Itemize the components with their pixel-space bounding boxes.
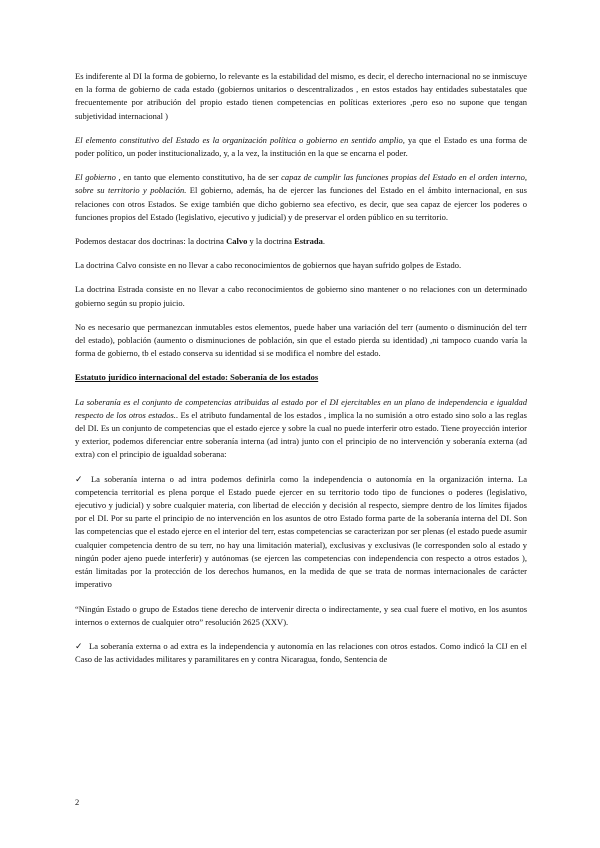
- paragraph-elemento-constitutivo: [75, 134, 527, 160]
- italic-definition: capaz de cumplir las funciones propias del Estado en el orden interno, sobre su territorio y población.: [75, 172, 527, 196]
- italic-definition: La soberanía es el conjunto de competencias atribuidas al estado por el DI ejercitables en un plano de independencia e igualdad respecto de los otros estados.: [75, 396, 527, 420]
- bold-term: Estrada: [294, 236, 323, 247]
- quote-resolucion: “Ningún Estado o grupo de Estados tiene derecho de intervenir directa o indirectamente, y sea cual fuere el motivo, en los asuntos internos o externos de cualquier otro” resolución 2625 (XXV).: [75, 603, 527, 627]
- paragraph-text: El gobierno, además, ha de ejercer las funciones del Estado en el ámbito internacional, en sus relaciones con otros Estados. Se exige también que dicho gobierno sea efectivo, es decir, que sea capaz de ejercer los poderes o funciones propios del Estado (legislativo, ejecutivo y judicial) y de preservar el orden público en su territorio.: [75, 185, 527, 222]
- paragraph-text: La soberanía externa o ad extra es la independencia y autonomía en las relaciones con otros estados. Como indicó la CIJ en el Caso de las actividades militares y paramilitares en y contra Nicaragua, fondo, Sentencia de: [75, 640, 528, 665]
- paragraph-text: y la doctrina: [247, 236, 295, 247]
- paragraph-text: .: [322, 236, 325, 247]
- paragraph-text: . Es el atributo fundamental de los estados , implica la no sumisión a otro estado sino solo a las reglas del DI. Es un conjunto de competencias que el estado ejerce y sobre la cual no puede interferir otro estado. Tiene proyección interior y exterior, podemos diferenciar entre soberanía interna (ad intra) junto con el principio de no intervención y soberanía externa (ad extra) con el principio de igualdad soberana:: [75, 409, 527, 460]
- bold-term: Calvo: [226, 236, 248, 247]
- checkmark-icon: ✓: [75, 473, 85, 484]
- page-body: [75, 70, 527, 677]
- paragraph-text: La soberanía interna o ad intra podemos definirla como la independencia o autonomía en la organización interna. La competencia territorial es plena porque el Estado puede ejercer en su territorio todo tipo de funciones o poderes (legislativo, ejecutivo y judicial) y sobre cualquier materia, con libertad de elección y decisión al respecto, siempre dentro de los límites fijados por el DI. Por su parte el principio de no intervención en los asuntos de otro Estado forma parte de la soberanía interna del DI. Son las competencias que el estado ejerce en el interior del terr, estas competencias se caracterizan por ser plenas (el estado puede asumir cualquier competencia dentro de su terr, no hay una limitación material), exclusivas y exclusivas (le corresponden solo al estado y ningún poder ajeno puede interferir) y autónomas (se ejercen las competencias con independencia con respecto a otros estados ), están limitadas por la protección de los derechos humanos, en la medida de que se trata de normas internacionales de carácter imperativo: [75, 473, 527, 590]
- paragraph-doctrina-estrada: La doctrina Estrada consiste en no llevar a cabo reconocimientos de gobierno sino mantener o no relaciones con un determinado gobierno según su propio juicio.: [75, 284, 527, 308]
- paragraph-gobierno: [75, 171, 527, 224]
- paragraph-text: , en tanto que elemento constitutivo, ha de ser: [115, 172, 282, 183]
- italic-definition: El elemento constitutivo del Estado es la organización política o gobierno en sentido amplio,: [75, 134, 405, 145]
- paragraph-forma-gobierno: Es indiferente al DI la forma de gobierno, lo relevante es la estabilidad del mismo, es decir, el derecho internacional no se inmiscuye en la forma de gobierno de cada estado (gobiernos unitarios o descentralizados , en estos estados hay entidades subestatales que frecuentemente por atribución del propio estado tienen competencias en políticas exteriores ,pero eso no supone que tengan subjetividad internacional ): [75, 71, 527, 121]
- page-number: 2: [75, 797, 80, 807]
- section-heading: Estatuto jurídico internacional del estado: Soberanía de los estados: [75, 372, 319, 383]
- bullet-soberania-externa: [75, 640, 527, 666]
- paragraph-text: ya que el Estado es una forma de poder político, un poder institucionalizado, y, a la vez, la institución en la que se encarna el poder.: [75, 134, 527, 159]
- paragraph-text: Podemos destacar dos doctrinas: la doctrina: [75, 236, 227, 247]
- paragraph-elementos-inmutables: No es necesario que permanezcan inmutables estos elementos, puede haber una variación del terr (aumento o disminución del terr del estado), población (aumento o disminuciones de población, sin que el estado pierda su identidad) ,ni tampoco cuando varía la forma de gobierno, tb el estado conserva su identidad si se modifica el nombre del estado.: [75, 321, 527, 359]
- checkmark-icon: ✓: [75, 640, 84, 651]
- paragraph-doctrinas: [75, 235, 527, 248]
- italic-term: El gobierno: [75, 172, 116, 183]
- paragraph-doctrina-calvo: La doctrina Calvo consiste en no llevar a cabo reconocimientos de gobiernos que hayan sufrido golpes de Estado.: [75, 260, 462, 271]
- paragraph-soberania: [75, 396, 527, 462]
- bullet-soberania-interna: [75, 473, 527, 592]
